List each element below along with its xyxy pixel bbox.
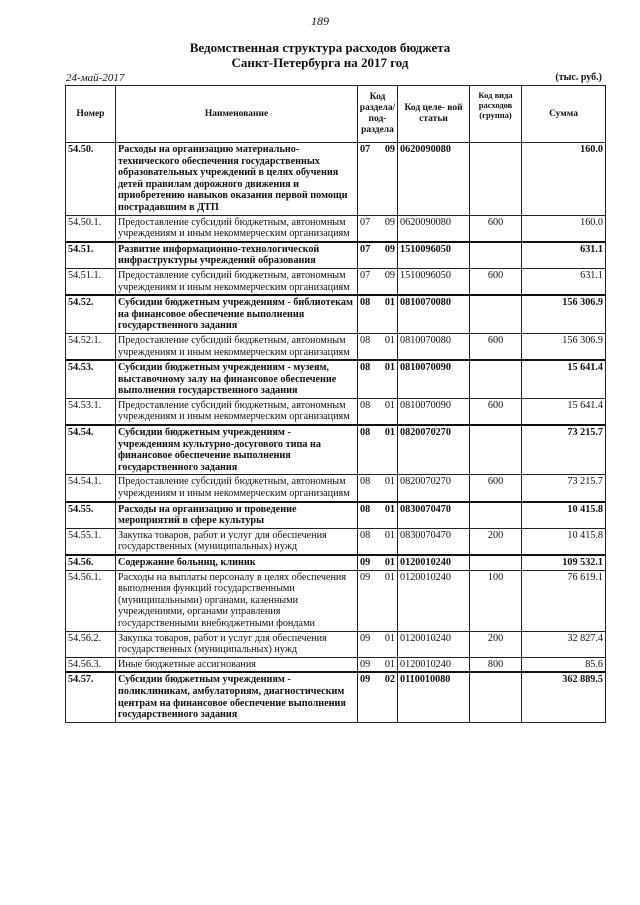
row-sum: 156 306.9	[522, 295, 606, 333]
row-name: Субсидии бюджетным учреждениям - библиотекам на финансовое обеспечение выполнения государственного задания	[116, 295, 358, 333]
row-expense-type	[470, 502, 522, 529]
row-expense-type: 200	[470, 631, 522, 657]
row-name: Закупка товаров, работ и услуг для обеспечения государственных (муниципальных) нужд	[116, 631, 358, 657]
row-sum: 73 215.7	[522, 425, 606, 475]
row-number: 54.51.1.	[66, 268, 116, 295]
row-expense-type	[470, 360, 522, 398]
row-sum: 76 619.1	[522, 570, 606, 631]
header-name: Наименование	[116, 86, 358, 143]
row-name: Субсидии бюджетным учреждениям - поликлиникам, амбулаториям, диагностическим центрам на финансовое обеспечение выполнения государственного задания	[116, 672, 358, 722]
row-article: 0120010240	[398, 555, 470, 570]
row-number: 54.55.1.	[66, 528, 116, 555]
row-name: Предоставление субсидий бюджетным, автономным учреждениям и иным некоммерческим организациям	[116, 268, 358, 295]
row-sum: 10 415.8	[522, 528, 606, 555]
header-section: Код раздела/ под- раздела	[358, 86, 398, 143]
row-article: 0810070090	[398, 398, 470, 425]
table-row	[66, 268, 606, 295]
row-section: 08	[358, 475, 385, 502]
table-row	[66, 215, 606, 242]
row-expense-type: 600	[470, 268, 522, 295]
row-article: 0110010080	[398, 672, 470, 722]
row-name: Предоставление субсидий бюджетным, автономным учреждениям и иным некоммерческим организациям	[116, 215, 358, 242]
row-number: 54.50.1.	[66, 215, 116, 242]
row-sum: 85.6	[522, 657, 606, 672]
row-article: 0120010240	[398, 631, 470, 657]
row-expense-type: 600	[470, 398, 522, 425]
row-number: 54.56.	[66, 555, 116, 570]
document-title	[0, 40, 640, 70]
table-row	[66, 502, 606, 529]
table-row	[66, 295, 606, 333]
header-num: Номер	[66, 86, 116, 143]
row-number: 54.54.	[66, 425, 116, 475]
row-subsection: 01	[385, 360, 398, 398]
row-subsection: 09	[385, 268, 398, 295]
header-article: Код целе- вой статьи	[398, 86, 470, 143]
row-article: 0820070270	[398, 425, 470, 475]
row-expense-type	[470, 672, 522, 722]
row-subsection: 01	[385, 555, 398, 570]
row-expense-type	[470, 242, 522, 269]
row-name: Содержание больниц, клиник	[116, 555, 358, 570]
row-section: 08	[358, 528, 385, 555]
title-line-2: Санкт-Петербурга на 2017 год	[231, 55, 409, 70]
row-expense-type	[470, 555, 522, 570]
row-sum: 15 641.4	[522, 360, 606, 398]
row-number: 54.57.	[66, 672, 116, 722]
row-article: 0120010240	[398, 657, 470, 672]
row-name: Иные бюджетные ассигнования	[116, 657, 358, 672]
row-name: Расходы на организацию материально-технического обеспечения государственных образовательных учреждений в целях обучения детей правилам дорожного движения и приобретению навыков оказания первой помощи пострадавшим в ДТП	[116, 143, 358, 216]
row-sum: 362 889.5	[522, 672, 606, 722]
row-expense-type: 600	[470, 215, 522, 242]
row-name: Предоставление субсидий бюджетным, автономным учреждениям и иным некоммерческим организациям	[116, 398, 358, 425]
table-row	[66, 143, 606, 216]
row-section: 07	[358, 242, 385, 269]
row-expense-type: 800	[470, 657, 522, 672]
row-subsection: 01	[385, 631, 398, 657]
table-row	[66, 360, 606, 398]
row-name: Предоставление субсидий бюджетным, автономным учреждениям и иным некоммерческим организациям	[116, 333, 358, 360]
row-section: 08	[358, 425, 385, 475]
table-row	[66, 657, 606, 672]
row-number: 54.55.	[66, 502, 116, 529]
row-section: 07	[358, 143, 385, 216]
row-number: 54.51.	[66, 242, 116, 269]
row-subsection: 01	[385, 295, 398, 333]
row-sum: 631.1	[522, 242, 606, 269]
row-section: 08	[358, 398, 385, 425]
row-sum: 631.1	[522, 268, 606, 295]
row-subsection: 02	[385, 672, 398, 722]
title-line-1: Ведомственная структура расходов бюджета	[189, 40, 451, 55]
table-row	[66, 555, 606, 570]
row-expense-type	[470, 295, 522, 333]
row-sum: 15 641.4	[522, 398, 606, 425]
row-number: 54.53.1.	[66, 398, 116, 425]
table-row	[66, 475, 606, 502]
row-article: 1510096050	[398, 242, 470, 269]
row-article: 0820070270	[398, 475, 470, 502]
document-date: 24-май-2017	[66, 72, 125, 84]
table-row	[66, 333, 606, 360]
row-expense-type: 100	[470, 570, 522, 631]
table-header-row	[66, 86, 606, 143]
row-expense-type: 200	[470, 528, 522, 555]
row-subsection: 01	[385, 502, 398, 529]
row-name: Развитие информационно-технологической инфраструктуры учреждений образования	[116, 242, 358, 269]
row-article: 0120010240	[398, 570, 470, 631]
row-subsection: 01	[385, 425, 398, 475]
row-name: Субсидии бюджетным учреждениям - музеям, выставочному залу на финансовое обеспечение выполнения государственного задания	[116, 360, 358, 398]
row-section: 08	[358, 502, 385, 529]
table-row	[66, 672, 606, 722]
row-number: 54.56.2.	[66, 631, 116, 657]
table-row	[66, 570, 606, 631]
row-sum: 32 827.4	[522, 631, 606, 657]
row-name: Субсидии бюджетным учреждениям - учреждениям культурно-досугового типа на финансовое обеспечение выполнения государственного задания	[116, 425, 358, 475]
row-number: 54.52.1.	[66, 333, 116, 360]
row-sum: 73 215.7	[522, 475, 606, 502]
row-number: 54.54.1.	[66, 475, 116, 502]
table-row	[66, 631, 606, 657]
header-expense-type: Код вида расходов (группа)	[470, 86, 522, 143]
table-row	[66, 398, 606, 425]
row-section: 09	[358, 555, 385, 570]
row-number: 54.53.	[66, 360, 116, 398]
row-name: Расходы на организацию и проведение мероприятий в сфере культуры	[116, 502, 358, 529]
row-article: 0620090080	[398, 215, 470, 242]
row-section: 07	[358, 268, 385, 295]
row-section: 07	[358, 215, 385, 242]
row-subsection: 01	[385, 657, 398, 672]
row-expense-type: 600	[470, 475, 522, 502]
row-sum: 10 415.8	[522, 502, 606, 529]
row-section: 09	[358, 570, 385, 631]
row-section: 09	[358, 657, 385, 672]
row-article: 0620090080	[398, 143, 470, 216]
table-row	[66, 425, 606, 475]
header-sum: Сумма	[522, 86, 606, 143]
row-name: Закупка товаров, работ и услуг для обеспечения государственных (муниципальных) нужд	[116, 528, 358, 555]
row-subsection: 01	[385, 475, 398, 502]
row-sum: 109 532.1	[522, 555, 606, 570]
row-subsection: 09	[385, 215, 398, 242]
units-label: (тыс. руб.)	[555, 72, 602, 83]
row-sum: 156 306.9	[522, 333, 606, 360]
table-row	[66, 242, 606, 269]
row-article: 0830070470	[398, 528, 470, 555]
row-sum: 160.0	[522, 143, 606, 216]
row-sum: 160.0	[522, 215, 606, 242]
row-expense-type	[470, 143, 522, 216]
row-name: Расходы на выплаты персоналу в целях обеспечения выполнения функций государственными (муниципальными) органами, казенными учреждениями, органами управления государственными внебюджетными фондами	[116, 570, 358, 631]
table-row	[66, 528, 606, 555]
row-article: 1510096050	[398, 268, 470, 295]
row-section: 08	[358, 295, 385, 333]
row-subsection: 01	[385, 528, 398, 555]
row-subsection: 01	[385, 570, 398, 631]
row-number: 54.56.3.	[66, 657, 116, 672]
row-section: 09	[358, 672, 385, 722]
row-article: 0810070090	[398, 360, 470, 398]
row-subsection: 09	[385, 143, 398, 216]
row-expense-type	[470, 425, 522, 475]
row-number: 54.50.	[66, 143, 116, 216]
row-expense-type: 600	[470, 333, 522, 360]
row-number: 54.56.1.	[66, 570, 116, 631]
row-subsection: 09	[385, 242, 398, 269]
row-article: 0810070080	[398, 295, 470, 333]
row-section: 08	[358, 360, 385, 398]
row-section: 08	[358, 333, 385, 360]
row-subsection: 01	[385, 398, 398, 425]
budget-table	[65, 85, 606, 723]
row-section: 09	[358, 631, 385, 657]
row-name: Предоставление субсидий бюджетным, автономным учреждениям и иным некоммерческим организациям	[116, 475, 358, 502]
page-number: 189	[311, 14, 329, 28]
row-subsection: 01	[385, 333, 398, 360]
row-article: 0830070470	[398, 502, 470, 529]
row-number: 54.52.	[66, 295, 116, 333]
row-article: 0810070080	[398, 333, 470, 360]
